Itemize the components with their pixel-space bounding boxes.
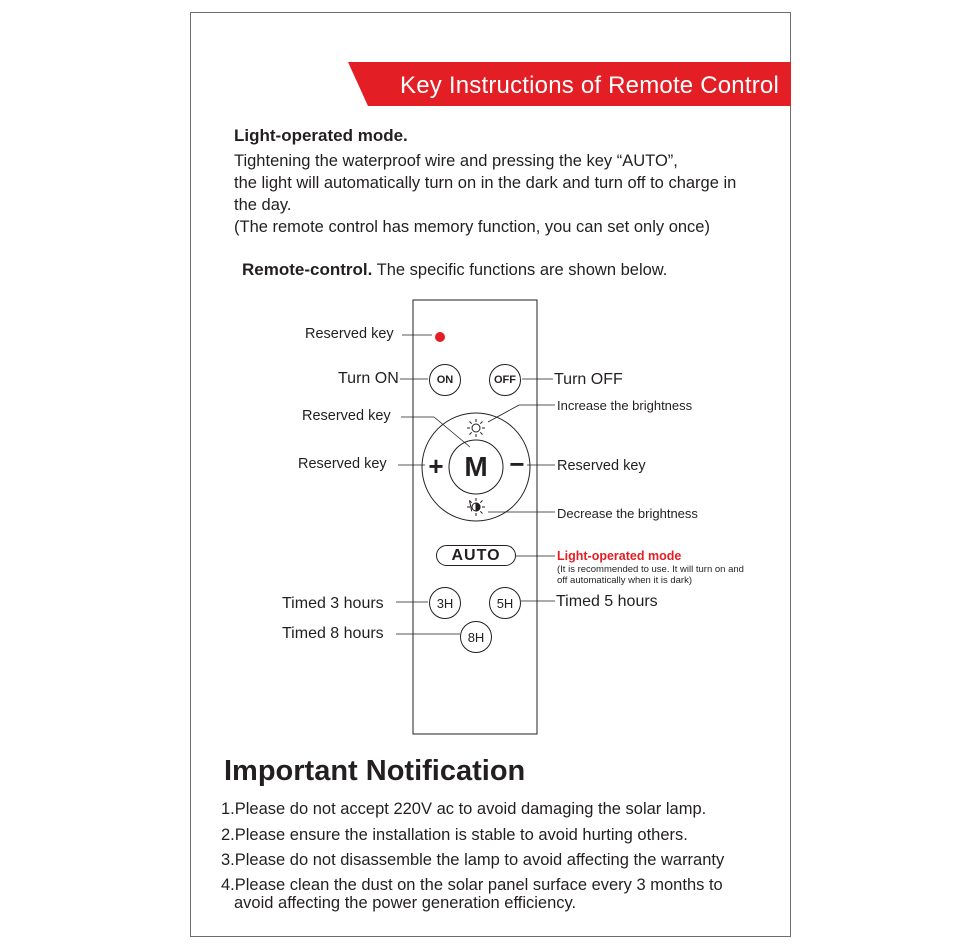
timer-8h-button[interactable]: 8H <box>460 621 492 653</box>
on-button[interactable]: ON <box>429 364 461 396</box>
plus-button[interactable]: + <box>428 450 444 481</box>
label-turn-on: Turn ON <box>338 370 399 387</box>
label-turn-off: Turn OFF <box>554 371 623 388</box>
label-reserved-key-minus: Reserved key <box>557 458 646 474</box>
light-mode-line-2: the light will automatically turn on in the dark and turn off to charge in <box>234 174 737 192</box>
label-reserved-key-plus: Reserved key <box>298 456 387 472</box>
timer-3h-button[interactable]: 3H <box>429 587 461 619</box>
auto-button[interactable]: AUTO <box>436 545 516 566</box>
notification-item-2: 2.Please ensure the installation is stable to avoid hurting others. <box>221 826 688 844</box>
notification-item-3: 3.Please do not disassemble the lamp to avoid affecting the warranty <box>221 851 725 869</box>
remote-control-heading: Remote-control. <box>242 260 373 279</box>
label-decrease-brightness: Decrease the brightness <box>557 506 698 521</box>
light-mode-note-1: (It is recommended to use. It will turn on and <box>557 564 744 575</box>
decrease-brightness-button[interactable] <box>463 494 489 520</box>
minus-button[interactable]: − <box>509 448 525 479</box>
label-increase-brightness: Increase the brightness <box>557 398 693 413</box>
light-mode-line-3: the day. <box>234 196 292 214</box>
light-mode-heading: Light-operated mode. <box>234 126 408 145</box>
off-button[interactable]: OFF <box>489 364 521 396</box>
increase-brightness-button[interactable] <box>463 414 489 440</box>
light-mode-note-2: off automatically when it is dark) <box>557 575 692 586</box>
mode-button[interactable]: M <box>464 451 488 482</box>
banner-title: Key Instructions of Remote Control <box>400 72 779 99</box>
label-reserved-key-top: Reserved key <box>305 326 394 342</box>
remote-control-text: The specific functions are shown below. <box>372 261 668 279</box>
label-light-operated-mode: Light-operated mode <box>557 549 682 563</box>
indicator-dot <box>435 332 445 342</box>
notification-item-1: 1.Please do not accept 220V ac to avoid damaging the solar lamp. <box>221 800 707 818</box>
label-timed-8-hours: Timed 8 hours <box>282 625 384 642</box>
label-reserved-key-m: Reserved key <box>302 408 391 424</box>
label-timed-3-hours: Timed 3 hours <box>282 595 384 612</box>
notification-item-4-cont: avoid affecting the power generation efficiency. <box>234 894 577 912</box>
notification-item-4: 4.Please clean the dust on the solar panel surface every 3 months to <box>221 876 723 894</box>
light-mode-line-1: Tightening the waterproof wire and pressing the key “AUTO”, <box>234 152 678 170</box>
label-timed-5-hours: Timed 5 hours <box>556 593 658 610</box>
timer-5h-button[interactable]: 5H <box>489 587 521 619</box>
notification-title: Important Notification <box>224 755 526 787</box>
light-mode-line-4: (The remote control has memory function, you can set only once) <box>234 218 710 236</box>
